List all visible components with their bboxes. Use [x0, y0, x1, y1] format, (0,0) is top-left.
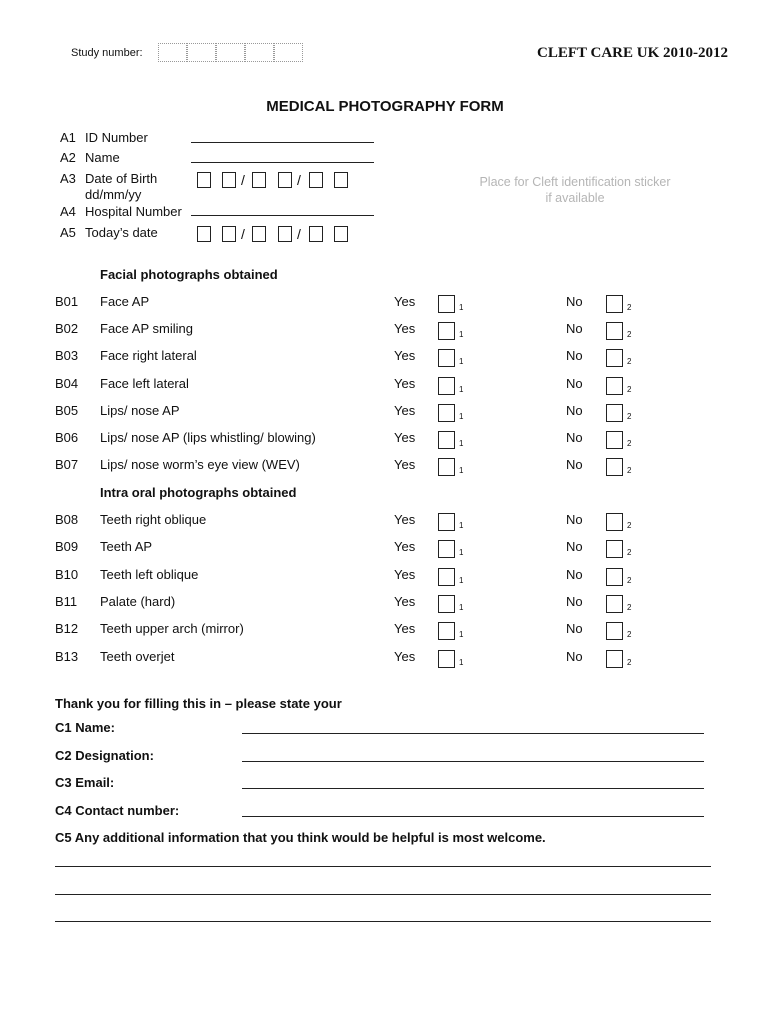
- no-code: 2: [627, 439, 632, 448]
- study-number-cell[interactable]: [245, 43, 274, 62]
- row-code: B06: [55, 430, 79, 445]
- no-label: No: [566, 621, 583, 636]
- yes-label: Yes: [394, 430, 416, 445]
- row-code: B07: [55, 457, 79, 472]
- intra-oral-photographs-heading: Intra oral photographs obtained: [100, 485, 297, 500]
- row-code: B04: [55, 376, 79, 391]
- no-checkbox[interactable]: [606, 540, 623, 558]
- no-checkbox[interactable]: [606, 458, 623, 476]
- yes-checkbox[interactable]: [438, 295, 455, 313]
- yes-checkbox[interactable]: [438, 431, 455, 449]
- designation-field[interactable]: [242, 761, 704, 762]
- dob-digit-box[interactable]: [197, 172, 211, 188]
- no-checkbox[interactable]: [606, 322, 623, 340]
- dob-digit-box[interactable]: [252, 172, 266, 188]
- dob-digit-box[interactable]: [334, 172, 348, 188]
- no-label: No: [566, 457, 583, 472]
- yes-label: Yes: [394, 512, 416, 527]
- study-number-cell[interactable]: [187, 43, 216, 62]
- closing-prompt: Thank you for filling this in – please state your: [55, 696, 342, 711]
- c4-label: C4 Contact number:: [55, 803, 180, 818]
- no-checkbox[interactable]: [606, 377, 623, 395]
- additional-info-line[interactable]: [55, 921, 711, 922]
- yes-checkbox[interactable]: [438, 540, 455, 558]
- yes-label: Yes: [394, 594, 416, 609]
- yes-checkbox[interactable]: [438, 513, 455, 531]
- yes-checkbox[interactable]: [438, 458, 455, 476]
- additional-info-line[interactable]: [55, 866, 711, 867]
- no-label: No: [566, 294, 583, 309]
- no-label: No: [566, 567, 583, 582]
- a3-label: Date of Birth: [85, 171, 158, 186]
- dob-digit-box[interactable]: [222, 172, 236, 188]
- a4-label: Hospital Number: [85, 204, 182, 219]
- yes-checkbox[interactable]: [438, 349, 455, 367]
- yes-code: 1: [459, 330, 464, 339]
- a5-label: Today’s date: [85, 225, 158, 240]
- row-code: B02: [55, 321, 79, 336]
- no-code: 2: [627, 303, 632, 312]
- date-digit-box[interactable]: [278, 226, 292, 242]
- sticker-placeholder: [465, 174, 685, 206]
- yes-checkbox[interactable]: [438, 322, 455, 340]
- row-label: Palate (hard): [100, 594, 176, 609]
- no-code: 2: [627, 385, 632, 394]
- no-label: No: [566, 430, 583, 445]
- no-checkbox[interactable]: [606, 513, 623, 531]
- contact-name-field[interactable]: [242, 733, 704, 734]
- date-digit-box[interactable]: [334, 226, 348, 242]
- yes-label: Yes: [394, 294, 416, 309]
- no-checkbox[interactable]: [606, 650, 623, 668]
- date-separator: /: [241, 226, 245, 242]
- yes-code: 1: [459, 576, 464, 585]
- row-code: B01: [55, 294, 79, 309]
- no-code: 2: [627, 357, 632, 366]
- a2-label: Name: [85, 150, 120, 165]
- yes-label: Yes: [394, 348, 416, 363]
- no-code: 2: [627, 576, 632, 585]
- no-label: No: [566, 512, 583, 527]
- brand-title: CLEFT CARE UK 2010-2012: [537, 45, 728, 61]
- no-checkbox[interactable]: [606, 622, 623, 640]
- row-code: B08: [55, 512, 79, 527]
- yes-code: 1: [459, 521, 464, 530]
- no-checkbox[interactable]: [606, 349, 623, 367]
- date-digit-box[interactable]: [309, 226, 323, 242]
- no-code: 2: [627, 630, 632, 639]
- yes-code: 1: [459, 303, 464, 312]
- additional-info-line[interactable]: [55, 894, 711, 895]
- dob-digit-box[interactable]: [278, 172, 292, 188]
- no-code: 2: [627, 466, 632, 475]
- no-label: No: [566, 321, 583, 336]
- no-label: No: [566, 649, 583, 664]
- no-code: 2: [627, 658, 632, 667]
- row-label: Face right lateral: [100, 348, 197, 363]
- date-separator: /: [297, 226, 301, 242]
- no-checkbox[interactable]: [606, 404, 623, 422]
- form-title: MEDICAL PHOTOGRAPHY FORM: [266, 98, 504, 115]
- id-number-field[interactable]: [191, 142, 374, 143]
- no-code: 2: [627, 603, 632, 612]
- sticker-text-line2: if available: [545, 191, 605, 205]
- row-code: B05: [55, 403, 79, 418]
- yes-label: Yes: [394, 457, 416, 472]
- no-label: No: [566, 403, 583, 418]
- no-label: No: [566, 376, 583, 391]
- hospital-number-field[interactable]: [191, 215, 374, 216]
- no-checkbox[interactable]: [606, 568, 623, 586]
- yes-code: 1: [459, 412, 464, 421]
- facial-photographs-heading: Facial photographs obtained: [100, 267, 278, 282]
- yes-code: 1: [459, 439, 464, 448]
- dob-digit-box[interactable]: [309, 172, 323, 188]
- date-digit-box[interactable]: [222, 226, 236, 242]
- yes-code: 1: [459, 658, 464, 667]
- yes-code: 1: [459, 385, 464, 394]
- study-number-label: Study number:: [71, 47, 143, 59]
- no-label: No: [566, 539, 583, 554]
- yes-checkbox[interactable]: [438, 377, 455, 395]
- yes-label: Yes: [394, 321, 416, 336]
- no-code: 2: [627, 548, 632, 557]
- c5-label: C5 Any additional information that you think would be helpful is most welcome.: [55, 830, 546, 845]
- yes-code: 1: [459, 603, 464, 612]
- no-checkbox[interactable]: [606, 295, 623, 313]
- study-number-cell[interactable]: [274, 43, 303, 62]
- row-label: Lips/ nose worm’s eye view (WEV): [100, 457, 300, 472]
- row-label: Face AP: [100, 294, 150, 309]
- row-code: B11: [55, 594, 78, 609]
- a5-code: A5: [60, 225, 76, 240]
- yes-label: Yes: [394, 567, 416, 582]
- row-code: B09: [55, 539, 79, 554]
- no-code: 2: [627, 521, 632, 530]
- yes-code: 1: [459, 630, 464, 639]
- no-code: 2: [627, 412, 632, 421]
- c3-label: C3 Email:: [55, 775, 115, 790]
- no-label: No: [566, 348, 583, 363]
- row-label: Face left lateral: [100, 376, 189, 391]
- row-label: Teeth right oblique: [100, 512, 207, 527]
- yes-code: 1: [459, 357, 464, 366]
- name-field[interactable]: [191, 162, 374, 163]
- study-number-cell[interactable]: [158, 43, 187, 62]
- row-label: Lips/ nose AP: [100, 403, 180, 418]
- yes-label: Yes: [394, 539, 416, 554]
- row-label: Teeth overjet: [100, 649, 175, 664]
- yes-label: Yes: [394, 403, 416, 418]
- date-digit-box[interactable]: [197, 226, 211, 242]
- a3-format-hint: dd/mm/yy: [85, 187, 142, 202]
- yes-code: 1: [459, 466, 464, 475]
- no-code: 2: [627, 330, 632, 339]
- date-digit-box[interactable]: [252, 226, 266, 242]
- yes-checkbox[interactable]: [438, 404, 455, 422]
- row-code: B10: [55, 567, 79, 582]
- row-code: B12: [55, 621, 79, 636]
- row-code: B03: [55, 348, 79, 363]
- a1-code: A1: [60, 130, 76, 145]
- c2-label: C2 Designation:: [55, 748, 154, 763]
- yes-label: Yes: [394, 649, 416, 664]
- sticker-text-line1: Place for Cleft identification sticker: [479, 175, 671, 189]
- date-separator: /: [241, 172, 245, 188]
- row-label: Lips/ nose AP (lips whistling/ blowing): [100, 430, 316, 445]
- row-code: B13: [55, 649, 79, 664]
- a3-code: A3: [60, 171, 76, 186]
- a2-code: A2: [60, 150, 76, 165]
- no-checkbox[interactable]: [606, 431, 623, 449]
- yes-label: Yes: [394, 376, 416, 391]
- a1-label: ID Number: [85, 130, 148, 145]
- no-checkbox[interactable]: [606, 595, 623, 613]
- date-separator: /: [297, 172, 301, 188]
- row-label: Face AP smiling: [100, 321, 193, 336]
- study-number-cell[interactable]: [216, 43, 245, 62]
- yes-label: Yes: [394, 621, 416, 636]
- c1-label: C1 Name:: [55, 720, 115, 735]
- a4-code: A4: [60, 204, 76, 219]
- row-label: Teeth upper arch (mirror): [100, 621, 244, 636]
- yes-checkbox[interactable]: [438, 650, 455, 668]
- yes-code: 1: [459, 548, 464, 557]
- no-label: No: [566, 594, 583, 609]
- yes-checkbox[interactable]: [438, 622, 455, 640]
- contact-number-field[interactable]: [242, 816, 704, 817]
- yes-checkbox[interactable]: [438, 568, 455, 586]
- row-label: Teeth left oblique: [100, 567, 199, 582]
- email-field[interactable]: [242, 788, 704, 789]
- row-label: Teeth AP: [100, 539, 153, 554]
- yes-checkbox[interactable]: [438, 595, 455, 613]
